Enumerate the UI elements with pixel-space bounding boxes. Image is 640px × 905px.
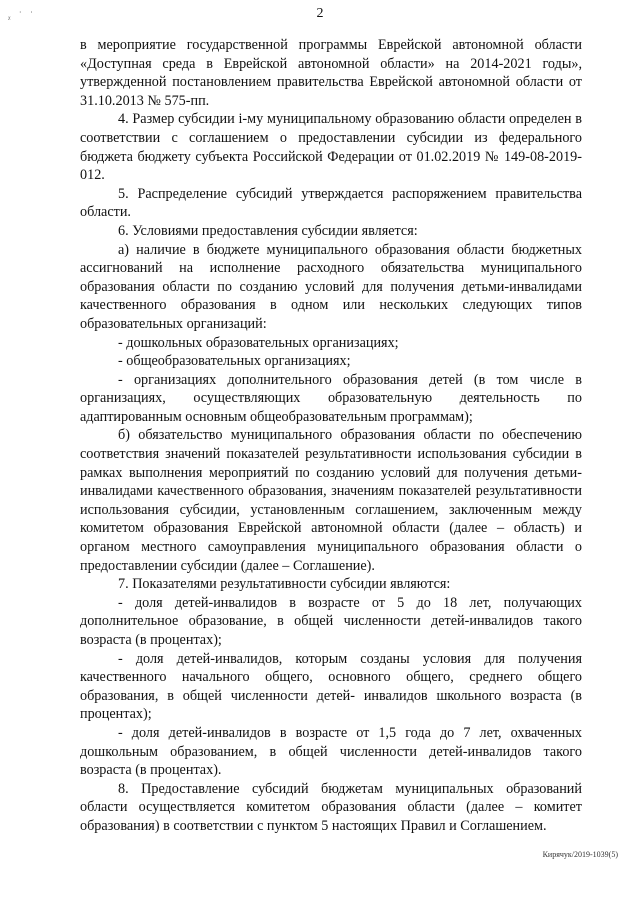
paragraph: в мероприятие государственной программы Еврейской автономной области «Доступная среда в Еврейской автономной области» на 2014-2021 годы», утвержденной постановлением правительства Еврейской автономной области от 31.10.2013 № 575-пп. [80,37,582,109]
scan-marks: ᵪ ˙ ˙ [8,10,37,20]
list-item: - доля детей-инвалидов в возрасте от 1,5 года до 7 лет, охваченных дошкольным образованием, в общей численности детей-инвалидов такого возраста (в процентах). [80,724,582,779]
document-code: Кирячук/2019-1039(5) [542,850,618,859]
paragraph: 8. Предоставление субсидий бюджетам муниципальных образований области осуществляется комитетом образования области (далее – комитет образования) в соответствии с пунктом 5 настоящих Правил и Соглашением. [80,780,582,834]
list-item: - доля детей-инвалидов, которым созданы условия для получения качественного начального общего, основного общего, среднего общего образования, в общей численности детей- инвалидов школьного возраста (в процентах); [80,650,582,723]
page-number: 2 [316,6,324,21]
list-item: - доля детей-инвалидов в возрасте от 5 до 18 лет, получающих дополнительное образование, в общей численности детей-инвалидов такого возраста (в процентах); [80,594,582,648]
list-item: - организациях дополнительного образования детей (в том числе в организациях, осуществляющих образовательную деятельность по адаптированным основным общеобразовательным программам); [80,371,582,425]
paragraph: 4. Размер субсидии i-му муниципальному образованию области определен в соответствии с соглашением о предоставлении субсидии из федерального бюджета бюджету субъекта Российской Федерации от 01.02.2019 № 149-08-2019-012. [80,111,582,184]
list-item: - общеобразовательных организациях; [118,353,351,370]
paragraph: 6. Условиями предоставления субсидии является: [118,222,418,239]
document-body [80,36,582,836]
paragraph: 5. Распределение субсидий утверждается распоряжением правительства области. [80,185,582,221]
paragraph: б) обязательство муниципального образования области по обеспечению соответствия значений показателей результативности использования субсидии в рамках выполнения мероприятий по созданию условий для получения детьми-инвалидами качественного образования, значениям показателей результативности использования субсидии, установленным соглашением, заключенным между комитетом образования Еврейской автономной области (далее – область) и органом местного самоуправления муниципального образования области о предоставлении субсидии (далее – Соглашение). [80,427,582,574]
list-item: - дошкольных образовательных организациях; [118,334,399,351]
paragraph: 7. Показателями результативности субсидии являются: [118,576,451,593]
paragraph: а) наличие в бюджете муниципального образования области бюджетных ассигнований на исполнение расходного обязательства муниципального образования области по созданию условий для получения детьми-инвалидами качественного образования в одном или нескольких следующих типов образовательных организаций: [80,241,582,332]
